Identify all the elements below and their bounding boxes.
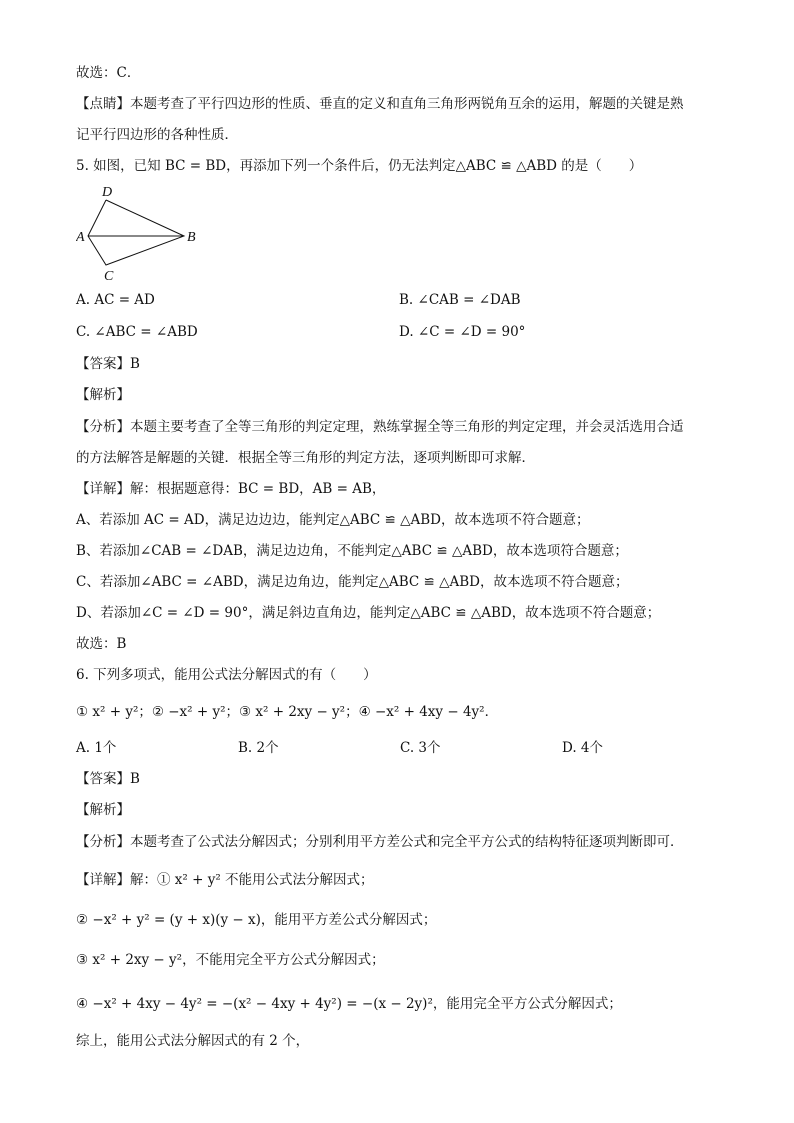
text-line: 的方法解答是解题的关键．根据全等三角形的判定方法，逐项判断即可求解． <box>76 450 535 466</box>
text-line: ② −x² + y² = (y + x)(y − x)，能用平方差公式分解因式； <box>76 912 437 928</box>
option-d: D. 4个 <box>562 740 604 756</box>
triangle-figure <box>76 182 206 282</box>
text-line: 综上，能用公式法分解因式的有 2 个， <box>76 1033 310 1049</box>
analysis-label: 【解析】 <box>76 387 130 403</box>
text-line: A、若添加 AC = AD，满足边边边，能判定△ABC ≌ △ABD，故本选项不符合题意； <box>76 512 590 528</box>
text-line: C、若添加∠ABC = ∠ABD，满足边角边，能判定△ABC ≌ △ABD，故本选项不符合题意； <box>76 574 629 590</box>
question-5-stem: 5. 如图，已知 BC = BD，再添加下列一个条件后，仍无法判定△ABC ≌ △ABD 的是（ ） <box>76 158 643 174</box>
question-6-items: ① x² + y²；② −x² + y²；③ x² + 2xy − y²；④ −x² + 4xy − 4y²． <box>76 704 499 720</box>
analysis-label: 【解析】 <box>76 802 130 818</box>
label-b: B <box>187 230 196 245</box>
option-d: D. ∠C = ∠D = 90° <box>399 324 526 340</box>
text-line: 故选：B <box>76 636 127 652</box>
option-a: A. AC = AD <box>76 292 155 308</box>
option-a: A. 1个 <box>76 740 117 756</box>
text-line: 【分析】本题考查了公式法分解因式；分别利用平方差公式和完全平方公式的结构特征逐项判断即可． <box>76 834 684 850</box>
text-line: B、若添加∠CAB = ∠DAB，满足边边角，不能判定△ABC ≌ △ABD，故本选项符合题意； <box>76 543 628 559</box>
answer-label: 【答案】B <box>76 771 140 787</box>
text-line: ③ x² + 2xy − y²，不能用完全平方公式分解因式； <box>76 952 385 968</box>
label-a: A <box>76 230 85 245</box>
label-c: C <box>104 269 114 282</box>
option-c: C. ∠ABC = ∠ABD <box>76 324 198 340</box>
text-line: 【分析】本题主要考查了全等三角形的判定定理，熟练掌握全等三角形的判定定理，并会灵活选用合适 <box>76 419 684 435</box>
text-line: 故选：C． <box>76 65 141 81</box>
text-line: ④ −x² + 4xy − 4y² = −(x² − 4xy + 4y²) = −(x − 2y)²，能用完全平方公式分解因式； <box>76 996 622 1012</box>
option-b: B. ∠CAB = ∠DAB <box>399 292 521 308</box>
label-d: D <box>102 185 113 200</box>
option-b: B. 2个 <box>238 740 279 756</box>
text-line: 记平行四边形的各种性质． <box>76 127 238 143</box>
text-line: 【详解】解：根据题意得：BC = BD，AB = AB， <box>76 481 386 497</box>
question-6-stem: 6. 下列多项式，能用公式法分解因式的有（ ） <box>76 667 377 683</box>
text-line: 【点睛】本题考查了平行四边形的性质、垂直的定义和直角三角形两锐角互余的运用，解题的关键是熟 <box>76 96 684 112</box>
text-line: 【详解】解：① x² + y² 不能用公式法分解因式； <box>76 872 374 888</box>
text-line: D、若添加∠C = ∠D = 90°，满足斜边直角边，能判定△ABC ≌ △ABD，故本选项不符合题意； <box>76 605 661 621</box>
triangle-lines <box>88 200 184 265</box>
answer-label: 【答案】B <box>76 356 140 372</box>
option-c: C. 3个 <box>400 740 441 756</box>
